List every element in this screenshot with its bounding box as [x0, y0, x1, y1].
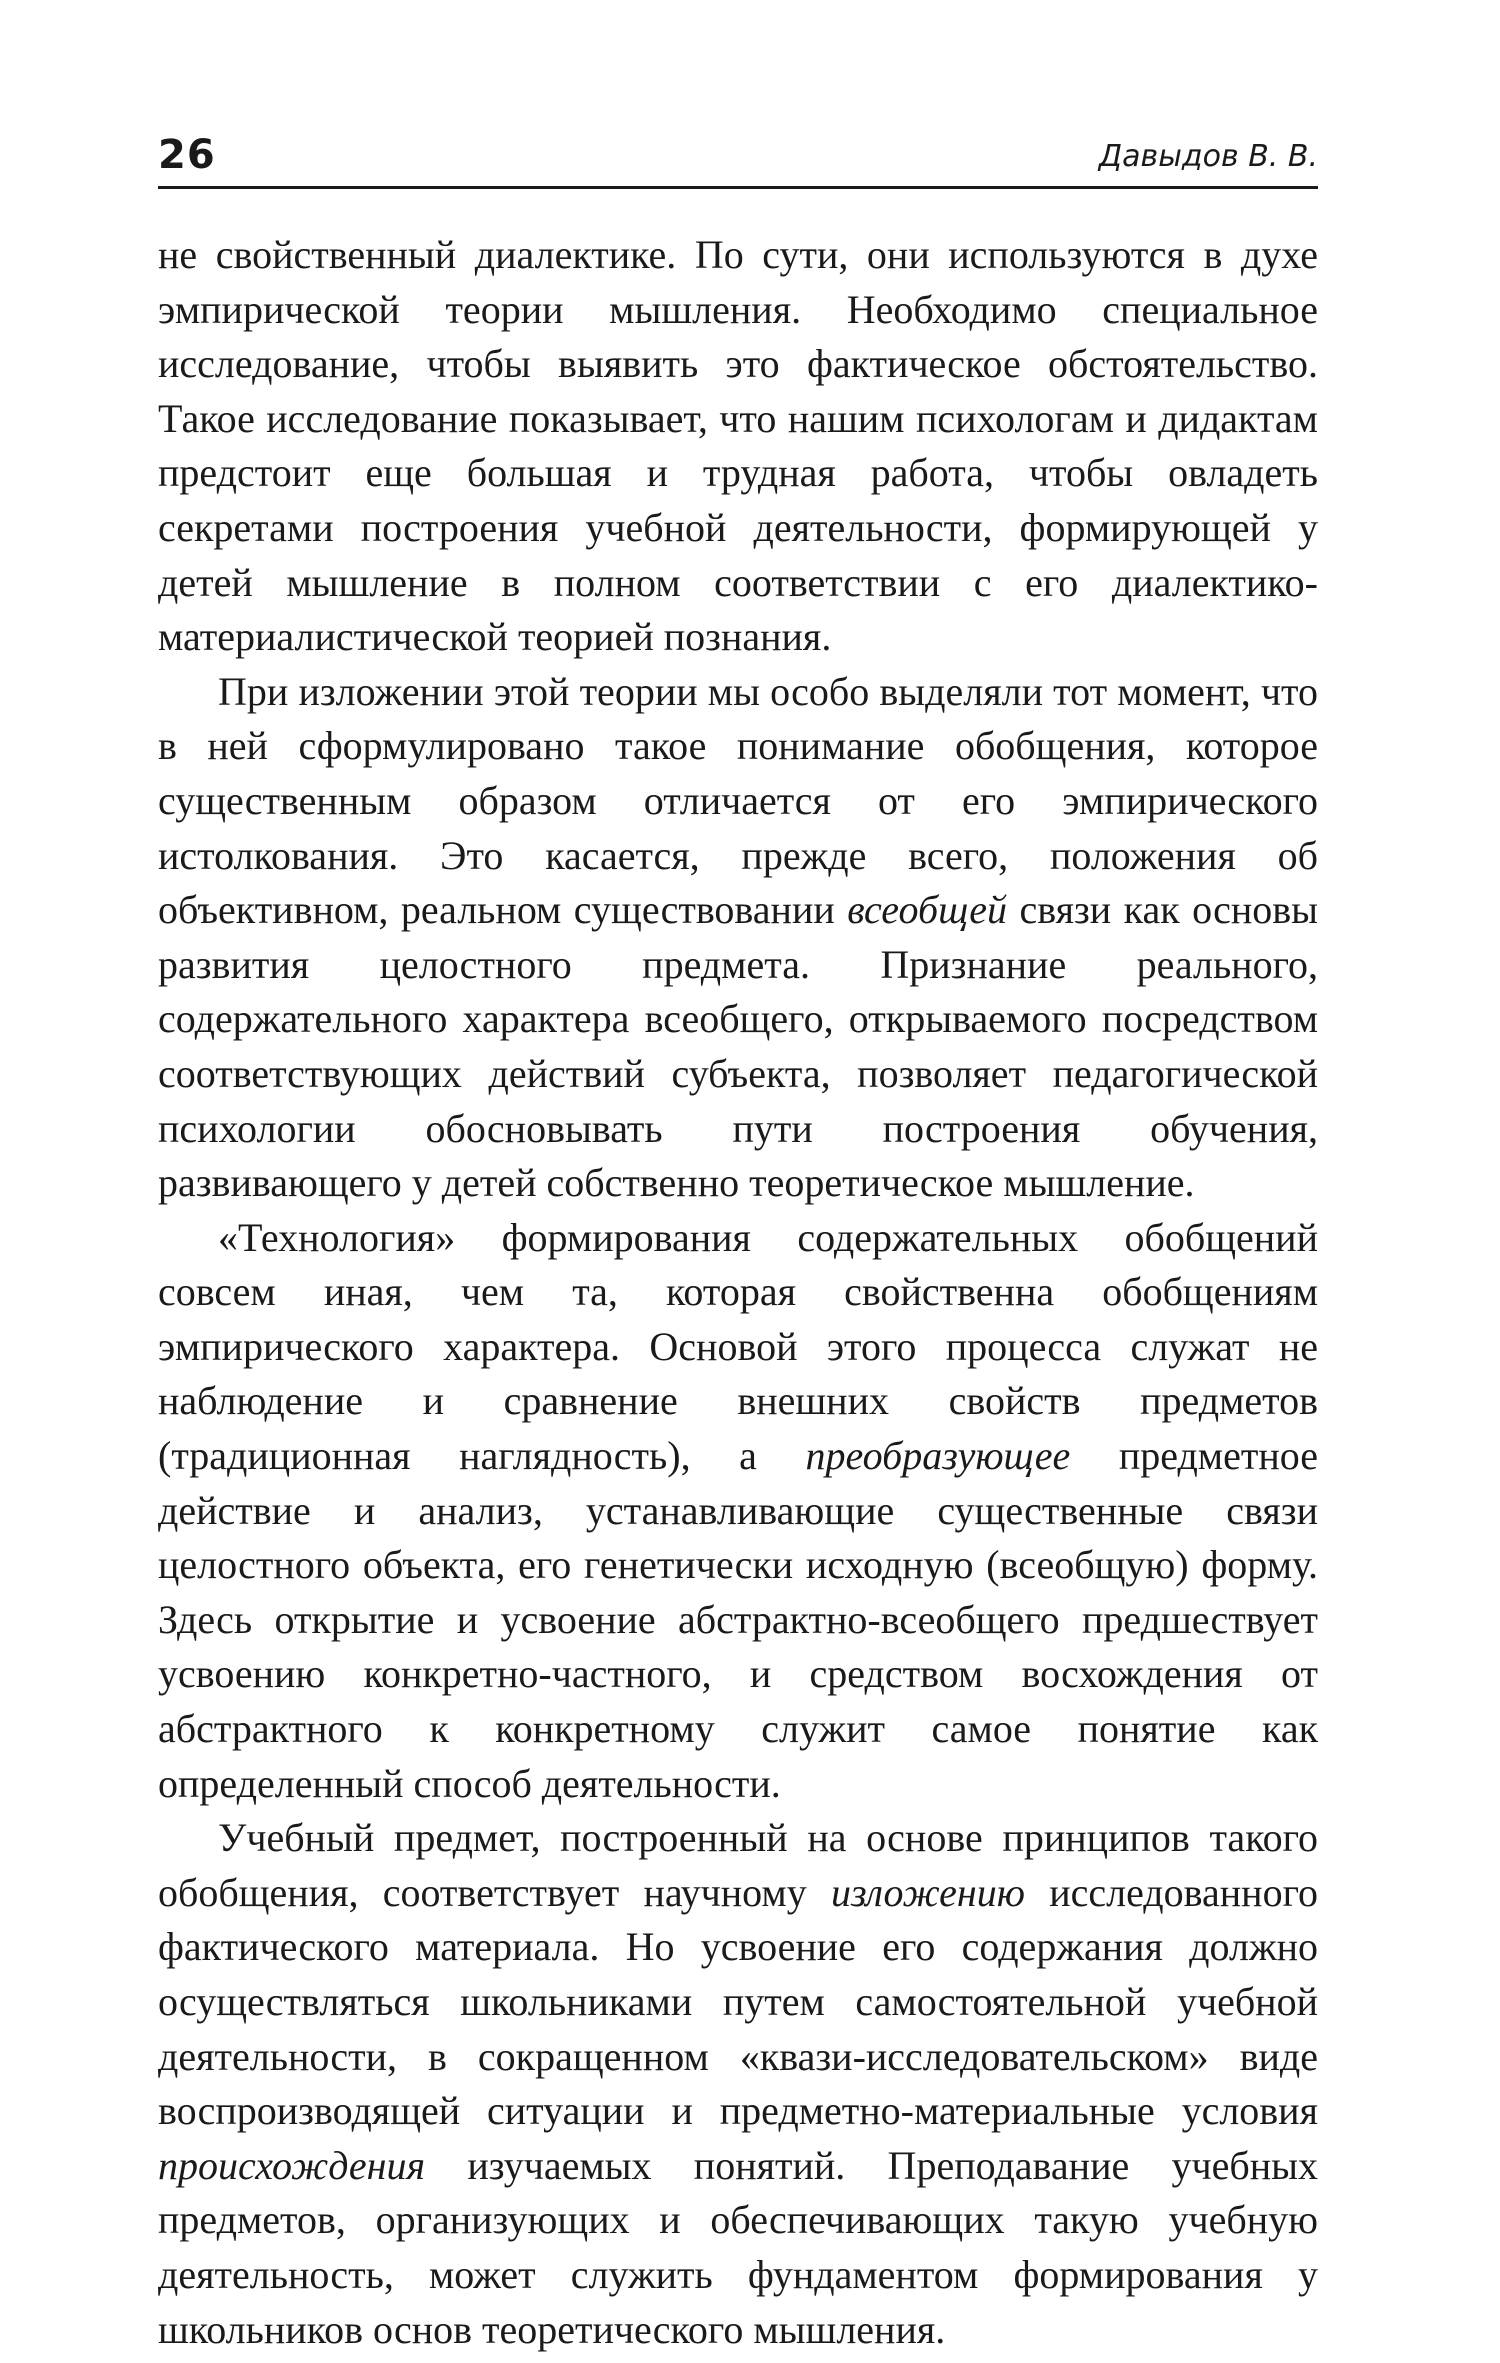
paragraph-1-text: не свойственный диалектике. По сути, они используются в духе эмпирической теории мышления. Необходимо специальное исследование, чтобы выявить это фактическое обстоятельство. Такое исследование показывает, что нашим психологам и дидактам предстоит еще большая и трудная работа, чтобы овладеть секретами построения учебной деятельности, формирующей у детей мышление в полном соответствии с его диалектико-материалистической теорией познания.: [158, 232, 1318, 660]
paragraph-4-text-middle: исследованного фактического материала. Но усвоение его содержания должно осуществляться школьниками путем самостоятельной учебной деятельности, в сокращенном «квази-исследовательском» виде воспроизводящей ситуации и предметно-материальные условия: [158, 1869, 1318, 2134]
body-text: [158, 228, 1318, 2357]
paragraph-1: [158, 228, 1318, 665]
paragraph-4-text-end: изучаемых понятий. Преподавание учебных предметов, организующих и обеспечивающих такую учебную деятельность, может служить фундаментом формирования у школьников основ теоретического мышления.: [158, 2142, 1318, 2352]
emphasis-izlozheniyu: изложению: [830, 1869, 1025, 1915]
paragraph-4-text-start: Учебный предмет, построенный на основе принципов такого обобщения, соответствует научному: [158, 1815, 1318, 1915]
paragraph-3-text-end: предметное действие и анализ, устанавливающие существенные связи целостного объекта, его генетически исходную (всеобщую) форму. Здесь открытие и усвоение абстрактно-всеобщего предшествует усвоению конкретно-частного, и средством восхождения от абстрактного к конкретному служит самое понятие как определенный способ деятельности.: [158, 1433, 1318, 1806]
paragraph-4: [158, 1811, 1318, 2357]
paragraph-2-text-end: связи как основы развития целостного предмета. Признание реального, содержательного характера всеобщего, открываемого посредством соответствующих действий субъекта, позволяет педагогической психологии обосновывать пути построения обучения, развивающего у детей собственно теоретическое мышление.: [158, 887, 1318, 1206]
header-author: Давыдов В. В.: [1098, 139, 1318, 174]
paragraph-3: [158, 1211, 1318, 1812]
paragraph-2: [158, 665, 1318, 1211]
emphasis-preobrazuyushchee: преобразующее: [805, 1433, 1071, 1479]
emphasis-vseobshchey: всеобщей: [847, 887, 1008, 933]
running-header: [158, 128, 1318, 189]
paragraph-3-text-start: «Технология» формирования содержательных обобщений совсем иная, чем та, которая свойственна обобщениям эмпирического характера. Основой этого процесса служат не наблюдение и сравнение внешних свойств предметов (традиционная наглядность), а: [158, 1214, 1318, 1479]
paragraph-2-text-start: При изложении этой теории мы особо выделяли тот момент, что в ней сформулировано такое понимание обобщения, которое существенным образом отличается от его эмпирического истолкования. Это касается, прежде всего, положения об объективном, реальном существовании: [158, 668, 1318, 933]
page-number: 26: [158, 132, 216, 178]
emphasis-proiskhozhdeniya: происхождения: [158, 2142, 426, 2188]
